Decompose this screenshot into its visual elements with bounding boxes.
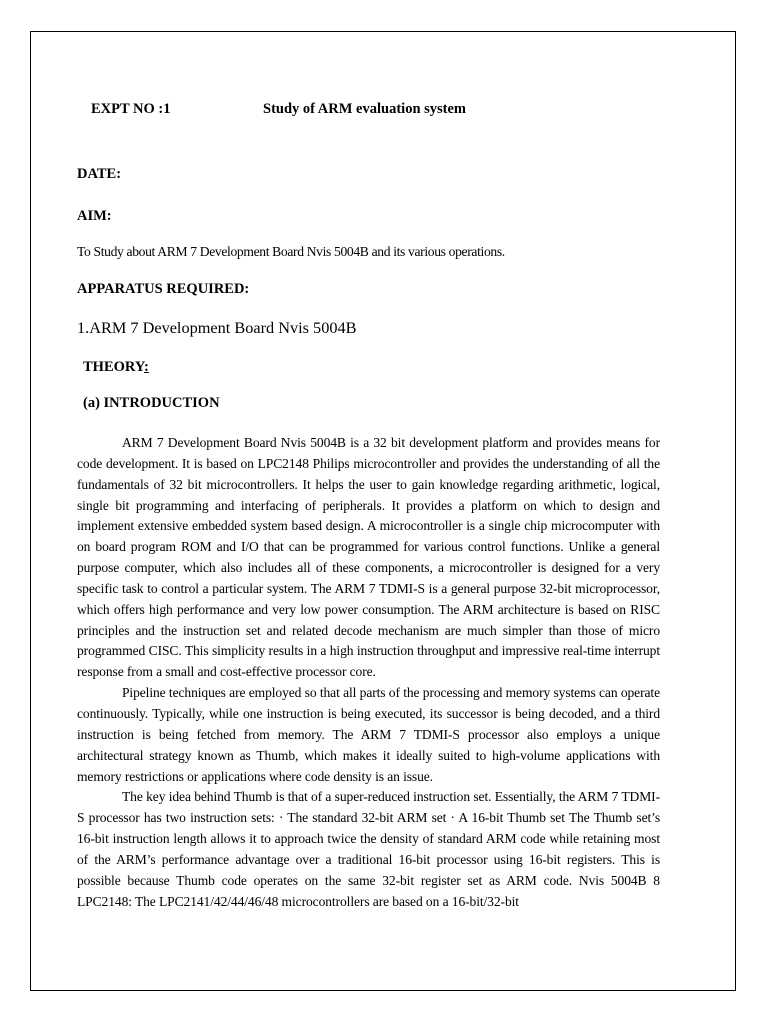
experiment-number: EXPT NO :1 bbox=[91, 101, 171, 117]
paragraph: The key idea behind Thumb is that of a super-reduced instruction set. Essentially, the ARM 7 TDMI-S processor has two instruction sets: · The standard 32-bit ARM set · A 16-bit Thumb set The Thumb set’s 16-bit instruction length allows it to approach twice the density of standard ARM code while retaining most of the ARM’s performance advantage over a traditional 16-bit processor using 16-bit registers. This is possible because Thumb code operates on the same 32-bit register set as ARM code. Nvis 5004B 8 LPC2148: The LPC2141/42/44/46/48 microcontrollers are based on a 16-bit/32-bit bbox=[77, 789, 660, 909]
experiment-title: Study of ARM evaluation system bbox=[263, 101, 467, 117]
theory-heading bbox=[83, 359, 149, 376]
aim-label: AIM: bbox=[77, 208, 112, 224]
document-page bbox=[30, 31, 736, 991]
date-label: DATE: bbox=[77, 166, 122, 182]
theory-body bbox=[77, 433, 660, 912]
introduction-heading: (a) INTRODUCTION bbox=[83, 395, 220, 411]
paragraph: ARM 7 Development Board Nvis 5004B is a 32 bit development platform and provides means for code development. It is based on LPC2148 Philips microcontroller and provides the understanding of all the fundamentals of 32 bit microcontrollers. It helps the user to gain knowledge regarding arithmetic, logical, single bit programming and interfacing of peripherals. It provides a platform on which to design and implement extensive embedded system based design. A microcontroller is a single chip microcomputer with on board program ROM and I/O that can be programmed for various control functions. Unlike a general purpose computer, which also includes all of these components, a microcontroller is designed for a very specific task to control a particular system. The ARM 7 TDMI-S is a general purpose 32-bit microprocessor, which offers high performance and very low power consumption. The ARM architecture is based on RISC principles and the instruction set and related decode mechanism are much simpler than those of micro programmed CISC. This simplicity results in a high instruction throughput and impressive real-time interrupt response from a small and cost-effective processor core. bbox=[77, 435, 660, 680]
apparatus-item: 1.ARM 7 Development Board Nvis 5004B bbox=[77, 318, 357, 337]
theory-colon: : bbox=[144, 359, 149, 375]
theory-label: THEORY bbox=[83, 359, 145, 375]
aim-text: To Study about ARM 7 Development Board Nvis 5004B and its various operations. bbox=[77, 244, 505, 259]
apparatus-label: APPARATUS REQUIRED: bbox=[77, 281, 250, 297]
paragraph: Pipeline techniques are employed so that all parts of the processing and memory systems can operate continuously. Typically, while one instruction is being executed, its successor is being decoded, and a third instruction is being fetched from memory. The ARM 7 TDMI-S processor also employs a unique architectural strategy known as Thumb, which makes it ideally suited to high-volume applications with memory restrictions or applications where code density is an issue. bbox=[77, 685, 660, 784]
